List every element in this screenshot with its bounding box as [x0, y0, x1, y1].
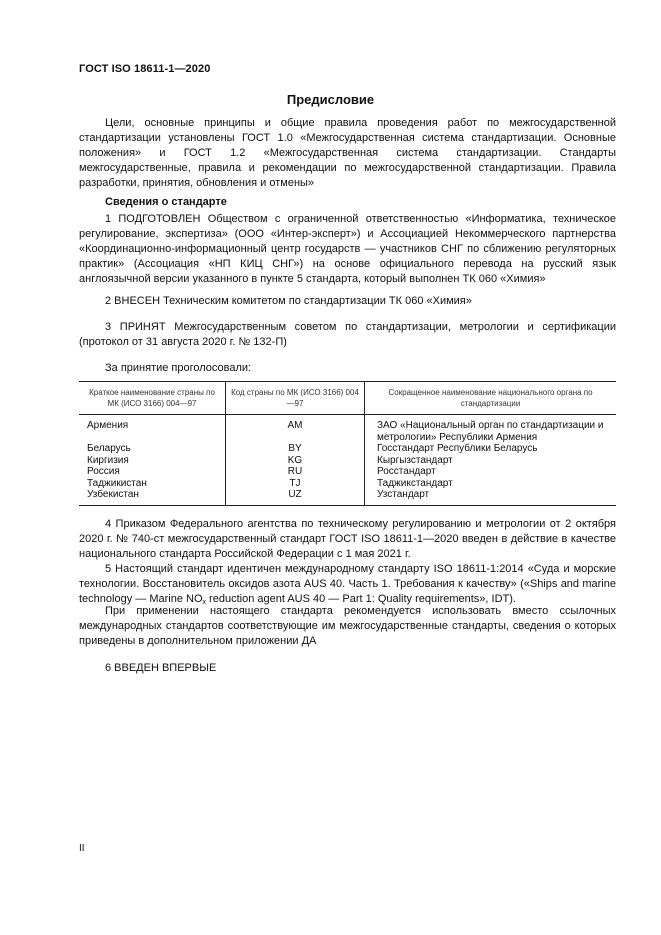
body-cell: Росстандарт: [377, 466, 436, 477]
country-cell: Узбекистан: [79, 489, 226, 505]
item-6-paragraph: 6 ВВЕДЕН ВПЕРВЫЕ: [105, 662, 217, 674]
code-cell: BY: [226, 443, 365, 455]
voting-table: [79, 381, 616, 506]
page-number: II: [79, 843, 85, 854]
intro-paragraph: Цели, основные принципы и общие правила проведения работ по межгосударственной стандартизации установлены ГОСТ 1.0 «Межгосударственная система стандартизации. Основные положения» и ГОСТ 1.2 «Межгосударственная система стандартизации. Стандарты межгосударственные, правила и рекомендации по межгосударственной стандартизации. Правила разработки, принятия, обновления и отмены»: [79, 117, 616, 189]
item-2-paragraph: 2 ВНЕСЕН Техническим комитетом по стандартизации ТК 060 «Химия»: [105, 295, 472, 307]
country-cell: Армения: [79, 415, 226, 444]
country-cell: Россия: [79, 466, 226, 478]
body-cell: Таджикстандарт: [377, 477, 453, 489]
item-5-text-a: 5 Настоящий стандарт идентичен международному стандарту ISO 18611-1:2014 «Суда и морские технологии. Восстановитель оксидов азота AUS 40. Часть 1. Требования к качеству» («Ships and marine technology — Marine NO: [79, 563, 616, 605]
body-cell: Госстандарт Республики Беларусь: [377, 443, 538, 454]
code-cell: UZ: [226, 489, 365, 505]
table-row: [79, 478, 616, 490]
body-cell: Узстандарт: [365, 489, 617, 505]
table-row: [79, 455, 616, 467]
header-country: Краткое наименование страны по МК (ИСО 3166) 004—97: [79, 382, 226, 415]
code-cell: TJ: [226, 478, 365, 490]
country-cell: Беларусь: [79, 443, 226, 455]
country-cell: Киргизия: [79, 455, 226, 467]
section-heading: Сведения о стандарте: [105, 196, 227, 208]
header-code: Код страны по МК (ИСО 3166) 004—97: [226, 382, 365, 415]
code-cell: AM: [226, 415, 365, 444]
table-row: [79, 415, 616, 444]
body-cell: Кыргызстандарт: [377, 454, 453, 466]
page-title: Предисловие: [286, 92, 375, 107]
nox-subscript: x: [202, 599, 206, 606]
document-code: ГОСТ ISO 18611-1—2020: [79, 63, 211, 75]
header-body: Сокращенное наименование национального органа по стандартизации: [365, 382, 617, 415]
item-1-paragraph: 1 ПОДГОТОВЛЕН Обществом с ограниченной ответственностью «Информатика, техническое регулирование, экспертиза» (ООО «Интер-эксперт») и Ассоциацией Некоммерческого партнерства «Координационно-информационный центр государств — участников СНГ по сближению регуляторных практик» (Ассоциация «НП КИЦ СНГ») на основе официального перевода на русский язык англоязычной версии указанного в пункте 5 стандарта, который выполнен ТК 060 «Химия»: [79, 213, 616, 285]
item-4-paragraph: 4 Приказом Федерального агентства по техническому регулированию и метрологии от 2 октября 2020 г. № 740-ст межгосударственный стандарт ГОСТ ISO 18611-1—2020 введен в действие в качестве национального стандарта Российской Федерации с 1 мая 2021 г.: [79, 518, 616, 560]
table-row: [79, 466, 616, 478]
table-row: [79, 489, 616, 505]
voted-label: За принятие проголосовали:: [105, 362, 252, 374]
table-header-row: [79, 382, 616, 415]
code-cell: RU: [226, 466, 365, 478]
code-cell: KG: [226, 455, 365, 467]
country-cell: Таджикистан: [79, 478, 226, 490]
item-5-paragraph: [79, 562, 616, 607]
item-5-text-b: reduction agent AUS 40 — Part 1: Quality requirements», IDT).: [206, 593, 516, 605]
item-3-paragraph: 3 ПРИНЯТ Межгосударственным советом по стандартизации, метрологии и сертификации (протокол от 31 августа 2020 г. № 132-П): [79, 321, 616, 348]
table-row: [79, 443, 616, 455]
item-5-note-paragraph: При применении настоящего стандарта рекомендуется использовать вместо ссылочных международных стандартов соответствующие им межгосударственные стандарты, сведения о которых приведены в дополнительном приложении ДА: [79, 605, 616, 647]
body-cell: ЗАО «Национальный орган по стандартизации и метрологии» Республики Армения: [377, 420, 604, 443]
